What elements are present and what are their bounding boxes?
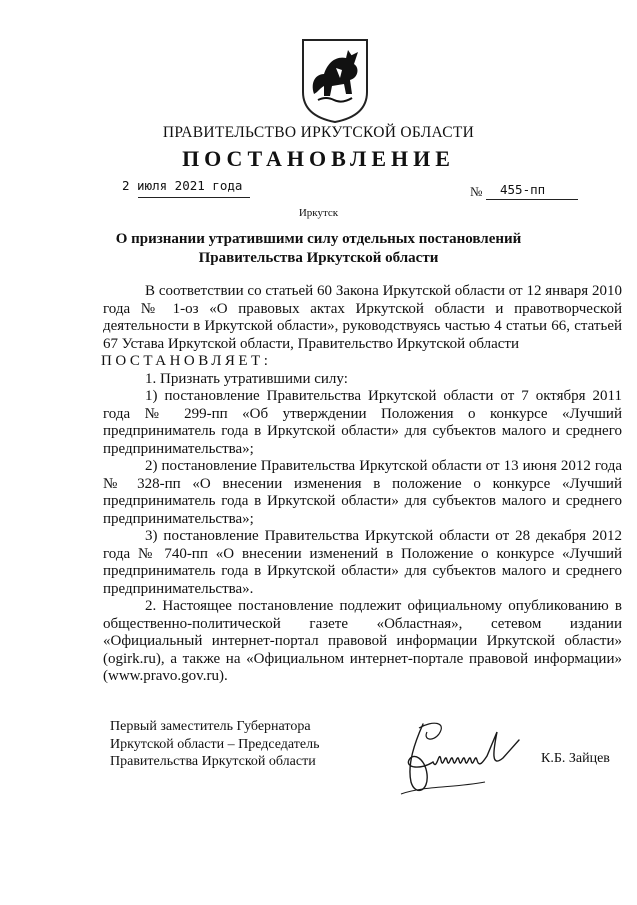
document-number: 455-пп: [500, 182, 546, 197]
signatory-name: К.Б. Зайцев: [541, 751, 610, 766]
city: Иркутск: [298, 207, 339, 219]
item-1-paragraph: 1. Признать утратившими силу:: [145, 370, 348, 387]
title-line-1: О признании утратившими силу отдельных постановлений: [115, 231, 522, 247]
organization-name: ПРАВИТЕЛЬСТВО ИРКУТСКОЙ ОБЛАСТИ: [162, 124, 475, 141]
signatory-position: [110, 718, 319, 771]
date-underline: [138, 197, 250, 198]
coat-of-arms-emblem: [300, 38, 370, 124]
position-line-3: Правительства Иркутской области: [110, 754, 316, 769]
document-date: 2 июля 2021 года: [122, 178, 243, 193]
handwritten-signature: [393, 712, 533, 802]
title-line-2: Правительства Иркутской области: [198, 250, 439, 266]
number-sign: №: [470, 184, 483, 199]
resolves-heading: ПОСТАНОВЛЯЕТ:: [101, 353, 272, 369]
position-line-1: Первый заместитель Губернатора: [110, 719, 311, 734]
document-body: [103, 283, 622, 686]
number-underline: [486, 199, 578, 200]
subitem-1-paragraph: 1) постановление Правительства Иркутской области от 7 октября 2011 года № 299-пп «Об утверждении Положения о конкурсе «Лучший предприниматель года в Иркутской области» для субъектов малого и среднего предпринимательства»;: [103, 388, 622, 457]
item-2-paragraph: 2. Настоящее постановление подлежит официальному опубликованию в общественно-политической газете «Областная», сетевом издании «Официальный интернет-портал правовой информации Иркутской области» (ogirk.ru), а также на «Официальном интернет-портале правовой информации» (www.pravo.gov.ru).: [103, 598, 622, 684]
document-title: [0, 230, 637, 268]
preamble-paragraph: В соответствии со статьей 60 Закона Иркутской области от 12 января 2010 года № 1-оз «О правовых актах Иркутской области и правотворческой деятельности в Иркутской области», руководствуясь частью 4 статьи 66, статьей 67 Устава Иркутской области, Правительство Иркутской области: [103, 283, 622, 352]
document-type: ПОСТАНОВЛЕНИЕ: [182, 146, 455, 171]
subitem-2-paragraph: 2) постановление Правительства Иркутской области от 13 июня 2012 года № 328-пп «О внесении изменения в положение о конкурсе «Лучший предприниматель года в Иркутской области» для субъектов малого и среднего предпринимательства»;: [103, 458, 622, 527]
position-line-2: Иркутской области – Председатель: [110, 736, 320, 752]
subitem-3-paragraph: 3) постановление Правительства Иркутской области от 28 декабря 2012 года № 740-пп «О внесении изменений в Положение о конкурсе «Лучший предприниматель года в Иркутской области» для субъектов малого и среднего предпринимательства».: [103, 528, 622, 597]
